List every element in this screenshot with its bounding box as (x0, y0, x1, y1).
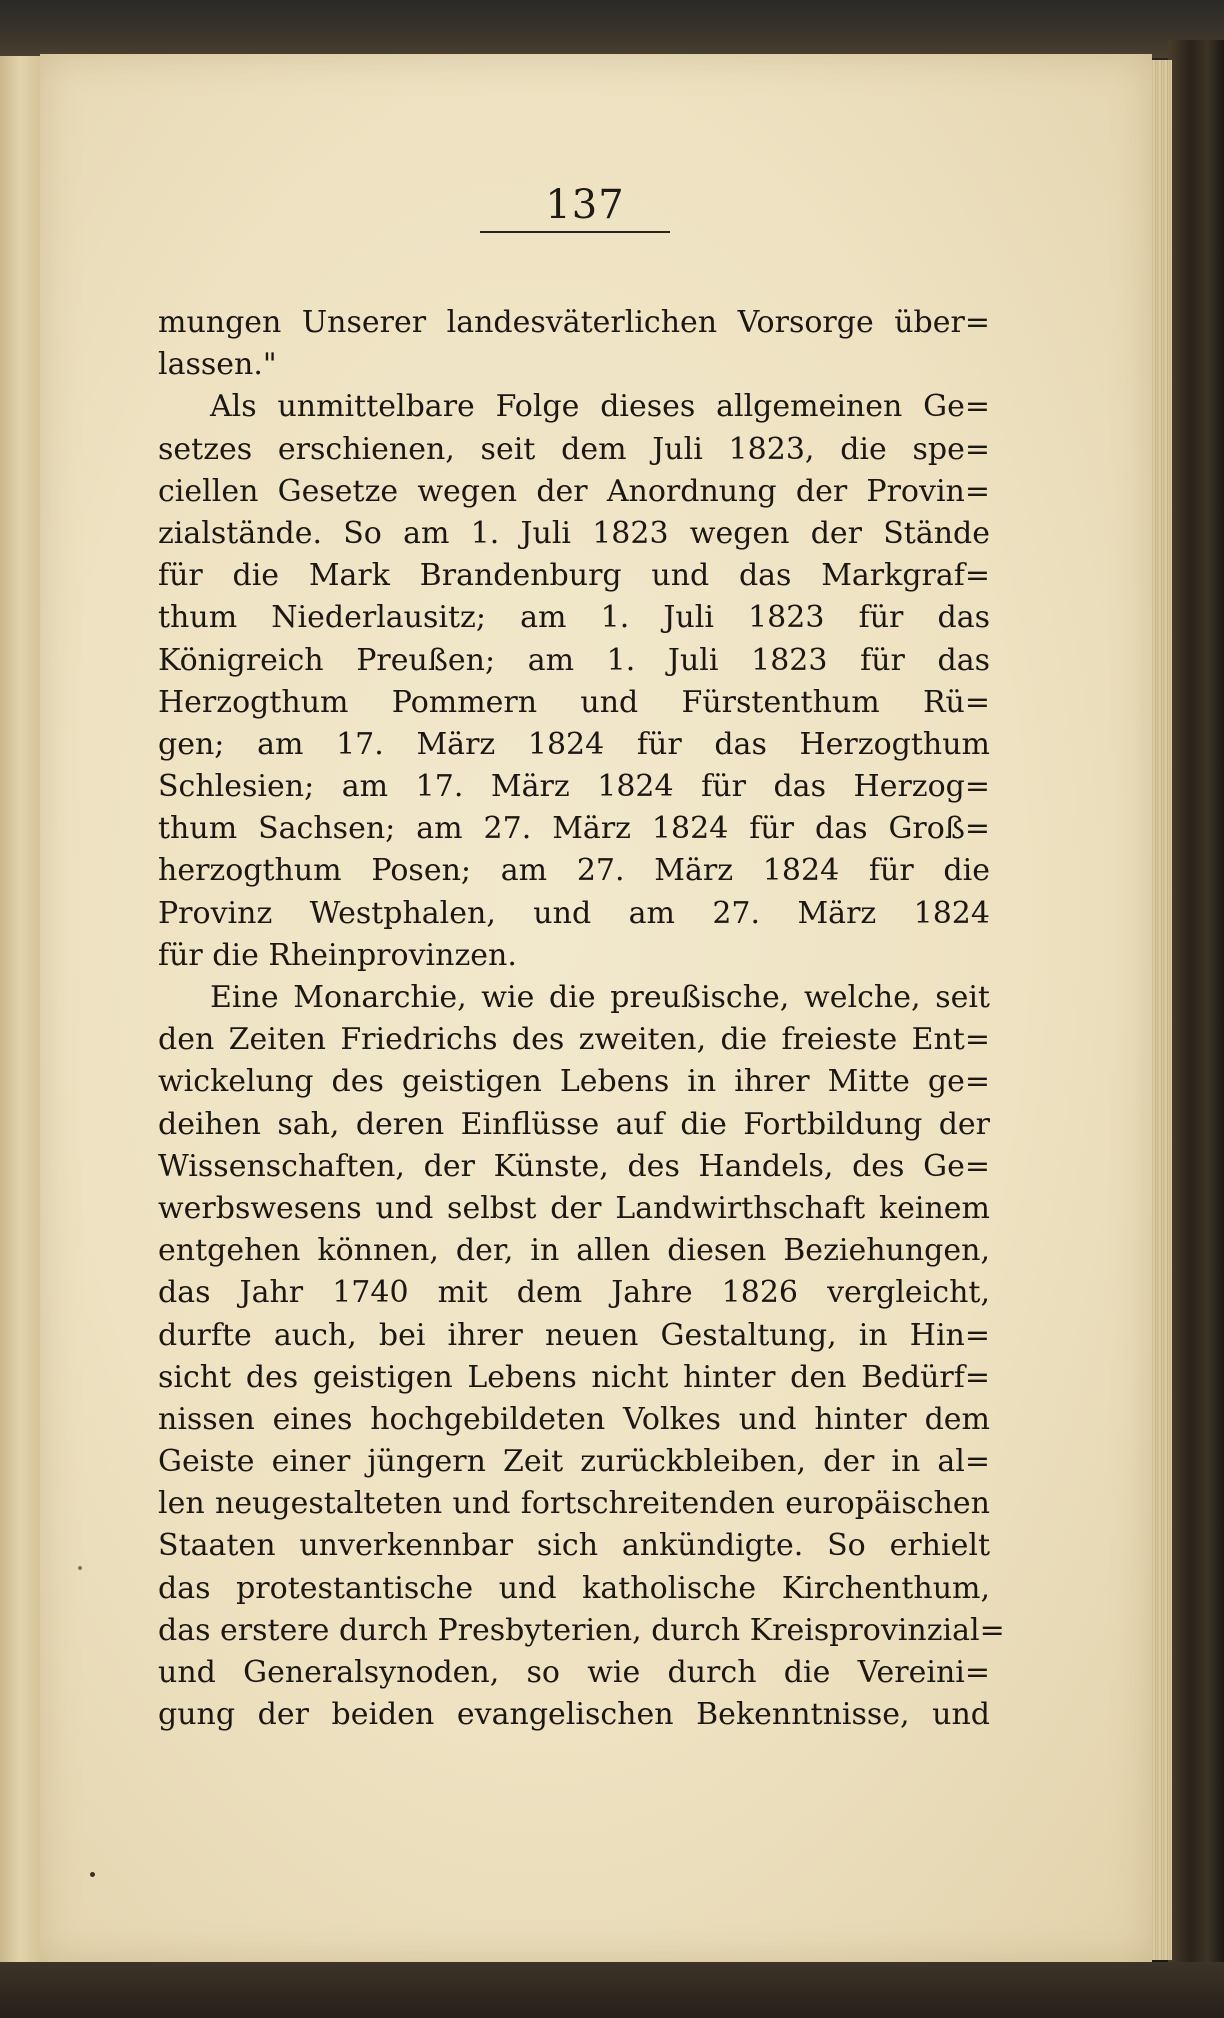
text-line: gung der beiden evangelischen Bekenntnisse, und (158, 1697, 990, 1733)
text-line: für die Rheinprovinzen. (158, 937, 517, 973)
text-line: deihen sah, deren Einflüsse auf die Fortbildung der (158, 1106, 990, 1142)
text-line: das Jahr 1740 mit dem Jahre 1826 vergleicht, (158, 1275, 990, 1311)
text-line: entgehen können, der, in allen diesen Beziehungen, (158, 1233, 990, 1269)
text-line: Schlesien; am 17. März 1824 für das Herzog= (158, 769, 990, 805)
page-stack-edge (1150, 60, 1172, 1960)
paper-speck (78, 1566, 82, 1570)
text-line: das protestantische und katholische Kirchenthum, (158, 1570, 990, 1606)
text-line: wickelung des geistigen Lebens in ihrer Mitte ge= (158, 1064, 990, 1100)
text-line: und Generalsynoden, so wie durch die Vereini= (158, 1655, 990, 1690)
body-text (158, 302, 1005, 1736)
scan-top-edge (0, 0, 1224, 58)
text-line: zialstände. So am 1. Juli 1823 wegen der Stände (158, 515, 990, 551)
text-line: Eine Monarchie, wie die preußische, welche, seit (210, 980, 990, 1015)
text-line: setzes erschienen, seit dem Juli 1823, die spe= (158, 431, 990, 467)
text-line: herzogthum Posen; am 27. März 1824 für die (158, 853, 990, 889)
text-line: das erstere durch Presbyterien, durch Kreisprovinzial= (158, 1612, 1005, 1648)
text-line: lassen." (158, 347, 277, 383)
paper-speck (90, 1872, 95, 1877)
text-line: durfte auch, bei ihrer neuen Gestaltung, in Hin= (158, 1317, 990, 1353)
book-page (40, 54, 1152, 1962)
page-number: 137 (545, 182, 625, 228)
text-line: den Zeiten Friedrichs des zweiten, die freieste Ent= (158, 1022, 990, 1058)
text-line: nissen eines hochgebildeten Volkes und hinter dem (158, 1401, 990, 1437)
text-line: thum Sachsen; am 27. März 1824 für das Groß= (158, 811, 990, 847)
text-line: thum Niederlausitz; am 1. Juli 1823 für das (158, 600, 990, 636)
page-number-rule (480, 231, 670, 233)
text-line: Wissenschaften, der Künste, des Handels, des Ge= (158, 1148, 990, 1184)
text-line: werbswesens und selbst der Landwirthschaft keinem (158, 1190, 990, 1226)
text-line: sicht des geistigen Lebens nicht hinter den Bedürf= (158, 1359, 990, 1395)
text-line: Königreich Preußen; am 1. Juli 1823 für das (158, 642, 990, 678)
facing-page-edge (0, 56, 42, 1966)
book-cover-edge (1168, 40, 1224, 1980)
text-line: len neugestalteten und fortschreitenden europäischen (158, 1486, 990, 1522)
text-line: Geiste einer jüngern Zeit zurückbleiben, der in al= (158, 1444, 990, 1480)
text-line: ciellen Gesetze wegen der Anordnung der Provin= (158, 473, 990, 509)
text-line: für die Mark Brandenburg und das Markgraf= (158, 558, 990, 594)
text-line: Provinz Westphalen, und am 27. März 1824 (158, 895, 990, 931)
text-line: gen; am 17. März 1824 für das Herzogthum (158, 726, 990, 762)
text-line: mungen Unserer landesväterlichen Vorsorge über= (158, 305, 990, 340)
text-line: Als unmittelbare Folge dieses allgemeinen Ge= (210, 389, 990, 425)
text-line: Staaten unverkennbar sich ankündigte. So erhielt (158, 1528, 990, 1564)
text-line: Herzogthum Pommern und Fürstenthum Rü= (158, 684, 990, 720)
scan-bottom-edge (0, 1962, 1224, 2018)
